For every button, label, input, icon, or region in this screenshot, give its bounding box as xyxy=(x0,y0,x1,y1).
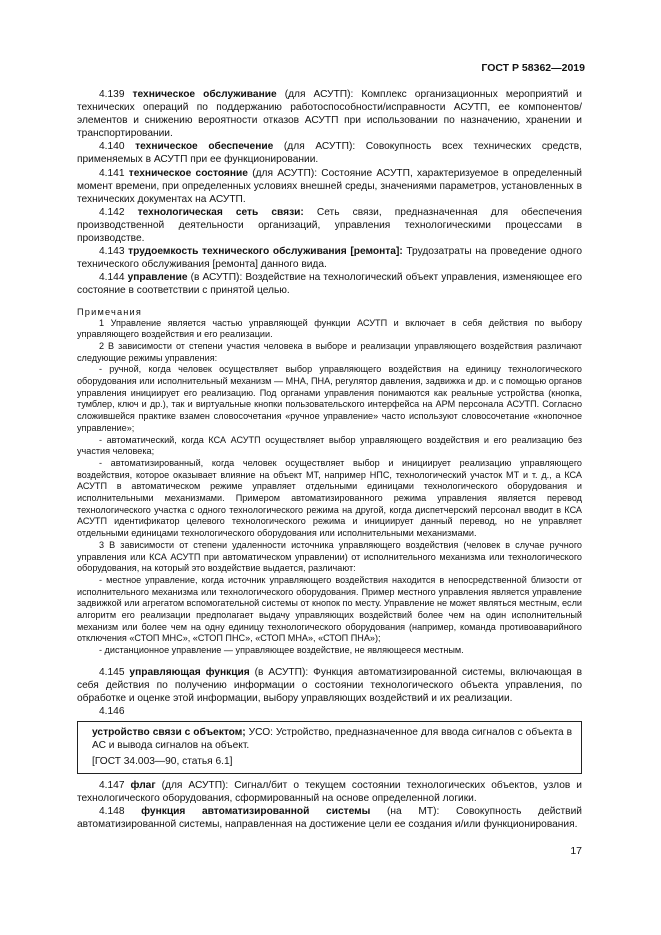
term-name: техническое состояние xyxy=(128,167,248,179)
term-definition: Трудозатраты на проведение одного технического обслуживания [ремонта] данного вида. xyxy=(77,246,582,271)
term-number: 4.145 xyxy=(99,666,125,678)
term-paragraph xyxy=(77,245,582,271)
term-definition: Сеть связи, предназначенная для обеспечения производственной деятельности организаций, управления технологическими процессами в производстве. xyxy=(77,206,582,245)
note-item: 3 В зависимости от степени удаленности источника управляющего воздействия (человек в случае ручного управления или КСА АСУТП при автоматическом управлении) от исполнительного механизма или технологического оборудования, на который это воздействие выдается, различают: xyxy=(77,539,582,574)
term-name: функция автоматизированной системы xyxy=(141,805,371,817)
note-item: - автоматический, когда КСА АСУТП осуществляет выбор управляющего воздействия и его реализацию без участия человека; xyxy=(77,434,582,457)
term-number: 4.142 xyxy=(99,206,125,218)
term-number: 4.147 xyxy=(99,779,125,791)
quoted-definition xyxy=(92,726,572,752)
standard-header: ГОСТ Р 58362—2019 xyxy=(481,62,585,74)
term-paragraph xyxy=(77,88,582,140)
term-definition: УСО: Устройство, предназначенное для ввода сигналов с объекта в АС и вывода сигналов на объект. xyxy=(92,727,572,752)
note-item: 2 В зависимости от степени участия человека в выборе и реализации управляющего воздействия различают следующие режимы управления: xyxy=(77,340,582,363)
term-paragraph xyxy=(77,666,582,705)
term-name: техническое обслуживание xyxy=(132,89,277,100)
definition-source: [ГОСТ 34.003—90, статья 6.1] xyxy=(92,756,233,768)
term-definition: (в АСУТП): Воздействие на технологический объект управления, изменяющее его состояние в соответствии с принятой целью. xyxy=(77,272,582,297)
note-item: - ручной, когда человек осуществляет выбор управляющего воздействия на единицу технологического оборудования или исполнительный механизм — МНА, ПНА, регулятор давления, задвижка и др. и с помощью органов управления инициирует его реализацию. Под органами управления понимаются как реальные устройства (кнопка, тумблер, ключ и др.), так и виртуальные кнопки пользовательского интерфейса на АРМ персонала АСУТП. Согласно сложившейся практике взамен словосочетания «ручное управление» часто используют словосочетание «кнопочное управление»; xyxy=(77,364,582,433)
term-paragraph xyxy=(77,805,582,831)
term-number: 4.144 xyxy=(99,272,125,284)
term-name: техническое обеспечение xyxy=(135,141,274,153)
term-definition: (в АСУТП): Функция автоматизированной системы, включающая в себя действия по получению информации о состоянии технологического объекта управления, по обработке и оценке этой информации, выбору управляющих воздействий и их реализации. xyxy=(77,666,582,705)
page-content xyxy=(77,88,582,831)
page-number: 17 xyxy=(570,845,582,857)
term-definition: (для АСУТП): Комплекс организационных мероприятий и технических операций по поддержанию работоспособности/исправности АСУТП, ее компонентов/элементов и снижению вероятности отказов АСУТП при использовании по назначению, хранении и транспортировании. xyxy=(77,89,582,140)
notes-section xyxy=(77,306,582,657)
note-item: - местное управление, когда источник управляющего воздействия находится в непосредственной близости от исполнительного механизма или технологического оборудования. Пример местного управления является управление задвижкой или агрегатом вспомогательной системы от кнопок по месту. Управление не может являться местным, если алгоритм его реализации предполагает выдачу управляющих воздействий более чем на один исполнительный механизм или более чем на одну единицу технологического оборудования (например, команда противоаварийного отключения «СТОП МНС», «СТОП ПНС», «СТОП МНА», «СТОП ПНА»); xyxy=(77,574,582,644)
note-item: - дистанционное управление — управляющее воздействие, не являющееся местным. xyxy=(99,645,464,656)
note-item: 1 Управление является частью управляющей функции АСУТП и включает в себя действия по выбору управляющего воздействия и его реализации. xyxy=(77,317,582,340)
quoted-definition-box xyxy=(77,721,582,773)
term-number: 4.139 xyxy=(99,89,125,100)
term-paragraph xyxy=(77,271,582,297)
term-name: управление xyxy=(127,272,188,284)
term-number: 4.140 xyxy=(99,141,125,153)
term-paragraph xyxy=(77,167,582,206)
term-number-line: 4.146 xyxy=(99,706,125,718)
term-name: управляющая функция xyxy=(129,666,250,678)
term-number: 4.143 xyxy=(99,246,125,258)
term-paragraph xyxy=(77,779,582,805)
term-definition: (для АСУТП): Совокупность всех технических средств, применяемых в АСУТП при ее функционировании. xyxy=(77,141,582,166)
note-item: - автоматизированный, когда человек осуществляет выбор и инициирует реализацию управляющего воздействия, которое оказывает влияние на объект МТ, например НПС, технологический участок МТ и т. д., а КСА АСУТП в автоматическом режиме управляет отдельными единицами технологического оборудования и исполнительными механизмами. Примером автоматизированного режима управления является перевод технологического участка с одного технологического режима на другой, когда диспетчерский персонал вводит в КСА АСУТП идентификатор целевого технологического режима и инициирует данный перевод, но не управляет отдельными единицами технологического оборудования или исполнительными механизмами. xyxy=(77,457,582,539)
term-name: флаг xyxy=(130,779,156,791)
term-number: 4.148 xyxy=(99,805,125,817)
term-definition: (на МТ): Совокупность действий автоматизированной системы, направленная на достижение цели ее создания и/или функционирования. xyxy=(77,805,582,830)
term-definition: (для АСУТП): Состояние АСУТП, характеризуемое в определенный момент времени, при определенных условиях внешней среды, значениями параметров, установленных в технических документах на АСУТП. xyxy=(77,167,583,205)
term-number: 4.141 xyxy=(99,167,125,179)
term-name: устройство связи с объектом; xyxy=(92,727,246,739)
term-name: трудоемкость технического обслуживания [ремонта]: xyxy=(128,246,403,258)
term-paragraph xyxy=(77,206,582,245)
notes-heading: Примечания xyxy=(77,306,143,317)
term-definition: (для АСУТП): Сигнал/бит о текущем состоянии технологических объектов, узлов и технологического оборудования, сформированный на основе определенной логики. xyxy=(77,779,582,804)
term-paragraph xyxy=(77,140,582,166)
term-name: технологическая сеть связи: xyxy=(137,206,304,218)
